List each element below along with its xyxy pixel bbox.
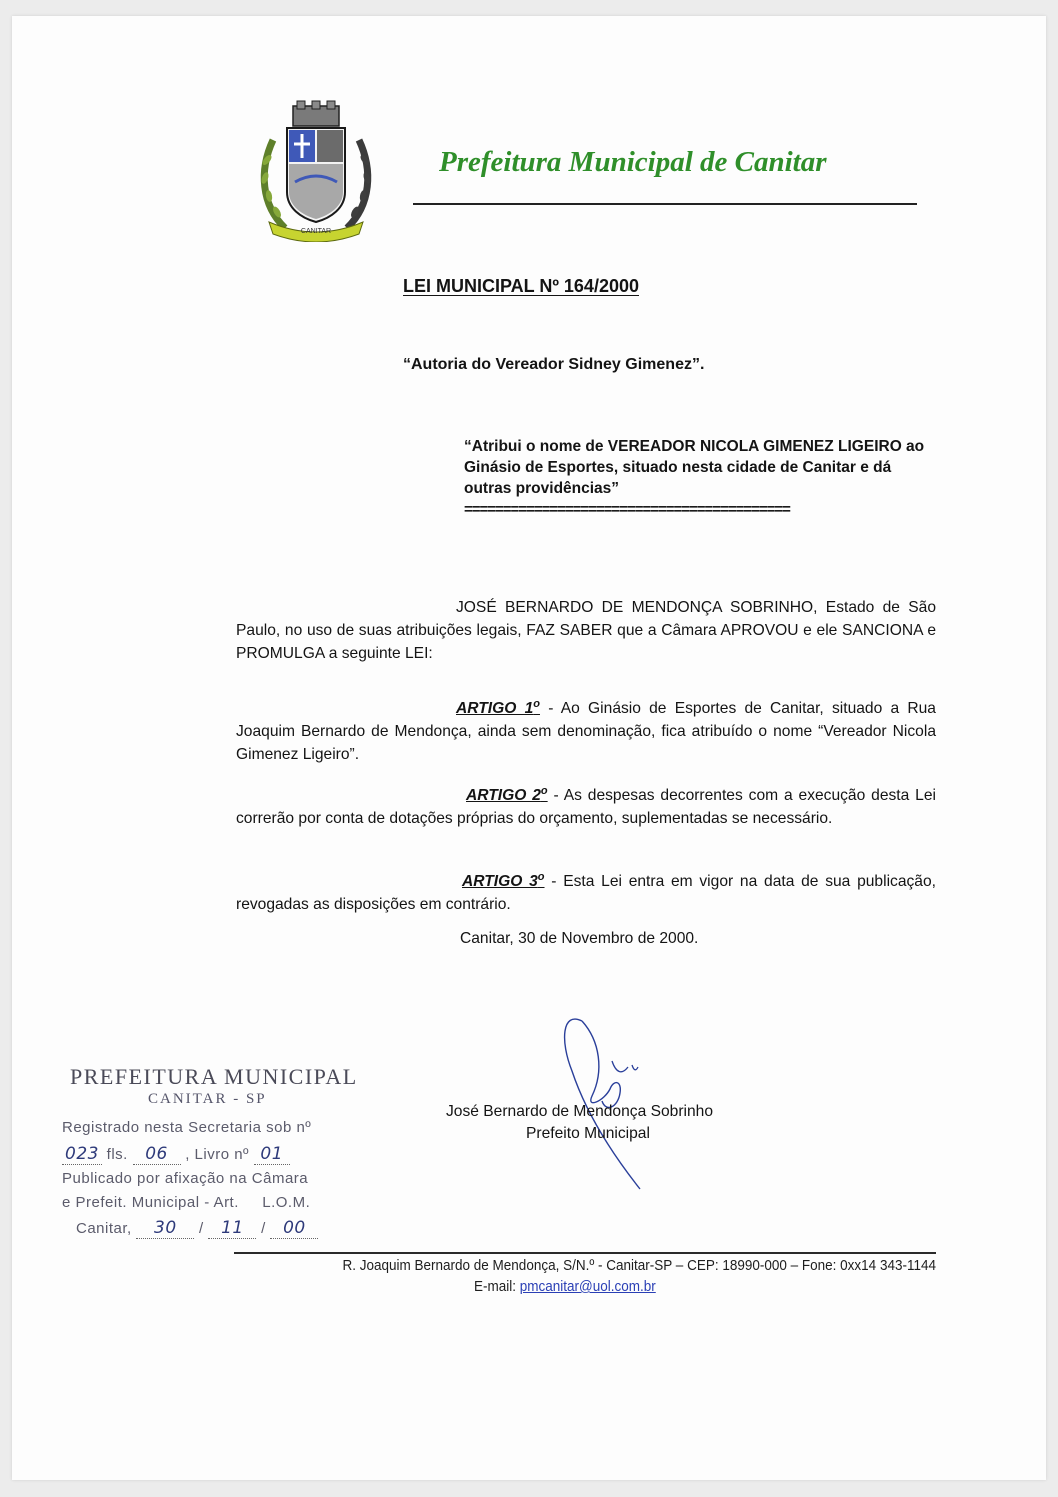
article-3-paragraph [236,866,936,916]
law-title: LEI MUNICIPAL Nº 164/2000 [403,276,639,296]
stamp-livro-label: , Livro nº [185,1146,250,1163]
law-authorship: “Autoria do Vereador Sidney Gimenez”. [403,356,705,373]
municipal-coat-of-arms-icon [255,100,377,242]
footer-address: R. Joaquim Bernardo de Mendonça, S/N.º - Canitar-SP – CEP: 18990-000 – Fone: 0xx14 343-1144 [342,1257,936,1274]
preamble-paragraph [236,596,936,665]
signer-name: José Bernardo de Mendonça Sobrinho [446,1103,714,1120]
stamp-livro-value: 01 [254,1144,290,1165]
email-link[interactable]: pmcanitar@uol.com.br [519,1278,656,1295]
stamp-line-registration: Registrado nesta Secretaria sob nº [62,1119,312,1136]
stamp-date-year: 00 [270,1218,318,1239]
signer-role: Prefeito Municipal [526,1125,650,1142]
article-2-label: ARTIGO 2$^o$ [466,785,548,805]
stamp-subtitle: CANITAR - SP [148,1091,267,1107]
stamp-line-article: e Prefeit. Municipal - Art. L.O.M. [62,1194,311,1211]
document-page [12,16,1046,1480]
svg-text:CANITAR: CANITAR [300,228,332,235]
law-ementa: “Atribui o nome de VEREADOR NICOLA GIMENEZ LIGEIRO ao Ginásio de Esportes, situado nesta cidade de Canitar e dá outras providências” [464,438,925,497]
stamp-fls-label: fls. [106,1146,128,1163]
stamp-date-day: 30 [136,1218,194,1239]
signing-date: Canitar, 30 de Novembro de 2000. [460,930,699,947]
article-2-paragraph [236,780,936,830]
ementa-divider: ========================================== [464,501,790,515]
footer-email: E-mail: pmcanitar@uol.com.br [474,1278,656,1295]
article-3-text: - Esta Lei entra em vigor na data de sua publicação, revogadas as disposições em contrário. [236,873,936,914]
preamble-text: JOSÉ BERNARDO DE MENDONÇA SOBRINHO, Estado de São Paulo, no uso de suas atribuições legais, FAZ SABER que a Câmara APROVOU e ele SANCIONA e PROMULGA a seguinte LEI: [236,599,936,662]
registration-stamp [58,1064,398,1244]
organization-name: Prefeitura Municipal de Canitar [439,146,827,178]
header-divider [413,203,917,205]
stamp-line-date: Canitar, 30 / 11 / 00 [76,1218,318,1239]
handwritten-signature [542,1001,662,1196]
footer-divider [234,1252,936,1254]
stamp-fls-value: 06 [133,1144,181,1165]
stamp-line-folio [62,1144,290,1165]
stamp-line-publication: Publicado por afixação na Câmara [62,1170,309,1187]
stamp-date-month: 11 [208,1218,256,1239]
article-1-paragraph [236,693,936,766]
article-1-label: ARTIGO 1$^o$ [456,698,540,718]
stamp-title: PREFEITURA MUNICIPAL [70,1064,358,1089]
stamp-reg-number: 023 [62,1144,102,1165]
stamp-lom: L.O.M. [262,1194,311,1211]
article-3-label: ARTIGO 3$^o$ [462,871,545,891]
article-2-text: - As despesas decorrentes com a execução desta Lei correrão por conta de dotações próprias do orçamento, suplementadas se necessário. [236,787,936,828]
article-1-text: - Ao Ginásio de Esportes de Canitar, situado a Rua Joaquim Bernardo de Mendonça, ainda sem denominação, fica atribuído o nome “Vereador Nicola Gimenez Ligeiro”. [236,700,936,764]
